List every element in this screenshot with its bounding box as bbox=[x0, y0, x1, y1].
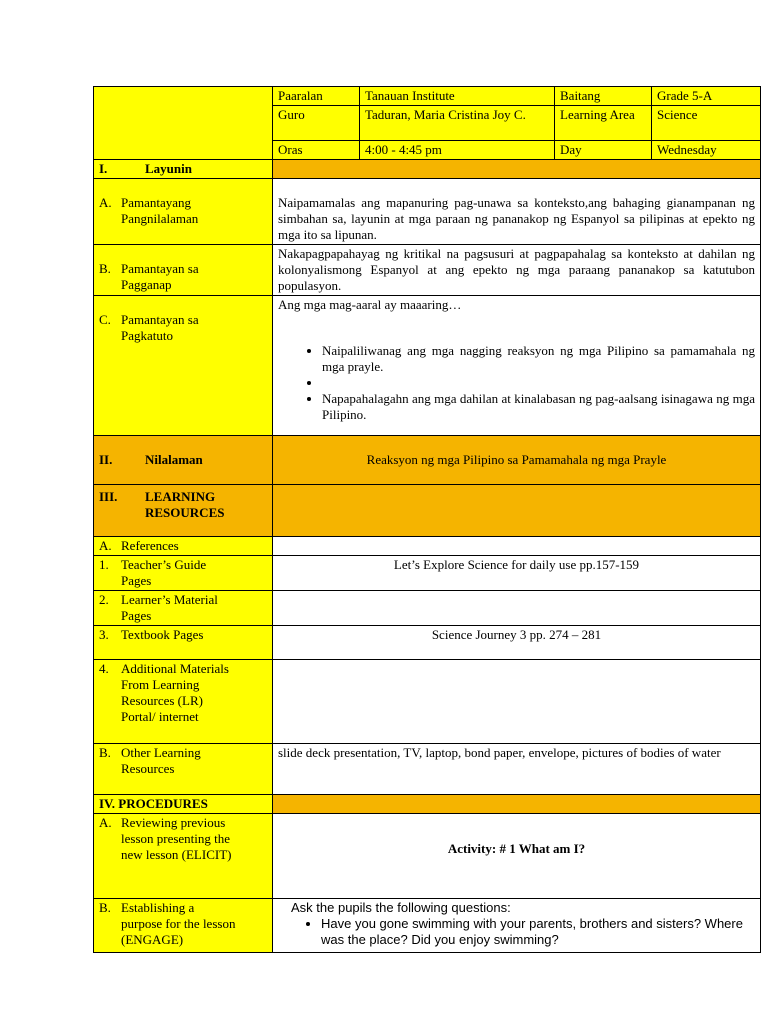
section-1-title: Layunin bbox=[145, 161, 192, 176]
objective-b-text: Nakapagpapahayag ng kritikal na pagsusuri at pagpapahalag sa konteksto at dahilan ng kolonyalismong Espanyol at ang epekto ng mga paraang pananakop sa katutubon populasyon. bbox=[273, 245, 761, 296]
section-3-roman: III. bbox=[99, 489, 118, 504]
objective-c-letter: C. bbox=[99, 312, 111, 327]
elicit-cell bbox=[94, 814, 273, 899]
references-value bbox=[273, 537, 761, 556]
references-label: References bbox=[121, 538, 179, 553]
section-1-band bbox=[273, 160, 761, 179]
section-3-title: LEARNING RESOURCES bbox=[145, 489, 225, 520]
engage-cell bbox=[94, 899, 273, 953]
textbook-value: Science Journey 3 pp. 274 – 281 bbox=[273, 626, 761, 660]
objective-b-cell bbox=[94, 245, 273, 296]
lesson-plan-table bbox=[93, 86, 761, 953]
section-2-title: Nilalaman bbox=[145, 452, 203, 467]
elicit-activity: Activity: # 1 What am I? bbox=[273, 814, 761, 899]
objective-c-bullet-2 bbox=[322, 375, 755, 391]
day-label: Day bbox=[555, 141, 652, 160]
teachers-guide-cell bbox=[94, 556, 273, 591]
time-value: 4:00 - 4:45 pm bbox=[360, 141, 555, 160]
objective-c-label: Pamantayan sa Pagkatuto bbox=[121, 312, 199, 343]
section-2-roman: II. bbox=[99, 452, 113, 467]
teacher-label: Guro bbox=[273, 106, 360, 141]
teacher-value: Taduran, Maria Cristina Joy C. bbox=[360, 106, 555, 141]
elicit-letter: A. bbox=[99, 815, 112, 830]
section-1-heading bbox=[94, 160, 273, 179]
additional-materials-num: 4. bbox=[99, 661, 109, 676]
school-label: Paaralan bbox=[273, 87, 360, 106]
other-resources-value: slide deck presentation, TV, laptop, bond paper, envelope, pictures of bodies of water bbox=[273, 744, 761, 795]
objective-c-intro: Ang mga mag-aaral ay maaaring… bbox=[278, 297, 462, 312]
objective-a-text: Naipamamalas ang mapanuring pag-unawa sa konteksto,ang bahaging gianampanan ng simbahan sa, layunin at mga paraan ng pananakop ng Espanyol sa pilipinas at epekto ng mga ito sa lipunan. bbox=[273, 179, 761, 245]
engage-bullet-1: • Have you gone swimming with your parents, brothers and sisters? Where was the place? Did you enjoy swimming? bbox=[321, 916, 755, 948]
learners-material-label: Learner’s Material Pages bbox=[121, 592, 218, 623]
section-2-heading bbox=[94, 436, 273, 485]
objective-a-letter: A. bbox=[99, 195, 112, 210]
objective-b-letter: B. bbox=[99, 261, 111, 276]
teachers-guide-num: 1. bbox=[99, 557, 109, 572]
learners-material-num: 2. bbox=[99, 592, 109, 607]
teachers-guide-label: Teacher’s Guide Pages bbox=[121, 557, 207, 588]
section-1-roman: I. bbox=[99, 161, 108, 176]
elicit-label: Reviewing previous lesson presenting the new lesson (ELICIT) bbox=[121, 815, 232, 862]
objective-c-content bbox=[273, 296, 761, 436]
learners-material-value bbox=[273, 591, 761, 626]
school-value: Tanauan Institute bbox=[360, 87, 555, 106]
engage-intro: Ask the pupils the following questions: bbox=[291, 900, 511, 915]
other-resources-cell bbox=[94, 744, 273, 795]
teachers-guide-value: Let’s Explore Science for daily use pp.157-159 bbox=[273, 556, 761, 591]
learners-material-cell bbox=[94, 591, 273, 626]
objective-a-cell bbox=[94, 179, 273, 245]
objective-c-cell bbox=[94, 296, 273, 436]
grade-label: Baitang bbox=[555, 87, 652, 106]
other-resources-label: Other Learning Resources bbox=[121, 745, 201, 776]
objective-b-label: Pamantayan sa Pagganap bbox=[121, 261, 199, 292]
textbook-num: 3. bbox=[99, 627, 109, 642]
objective-a-label: Pamantayang Pangnilalaman bbox=[121, 195, 199, 226]
additional-materials-cell bbox=[94, 660, 273, 744]
section-2-content: Reaksyon ng mga Pilipino sa Pamamahala ng mga Prayle bbox=[273, 436, 761, 485]
additional-materials-value bbox=[273, 660, 761, 744]
engage-content bbox=[273, 899, 761, 953]
references-letter: A. bbox=[99, 538, 112, 553]
additional-materials-label: Additional Materials From Learning Resources (LR) Portal/ internet bbox=[121, 661, 229, 724]
textbook-cell bbox=[94, 626, 273, 660]
references-cell bbox=[94, 537, 273, 556]
day-value: Wednesday bbox=[652, 141, 761, 160]
other-resources-letter: B. bbox=[99, 745, 111, 760]
header-blank-cell bbox=[94, 87, 273, 160]
engage-list bbox=[291, 916, 755, 948]
area-value: Science bbox=[652, 106, 761, 141]
grade-value: Grade 5-A bbox=[652, 87, 761, 106]
section-3-band bbox=[273, 485, 761, 537]
objective-c-list bbox=[278, 343, 755, 423]
textbook-label: Textbook Pages bbox=[121, 627, 204, 642]
engage-label: Establishing a purpose for the lesson (ENGAGE) bbox=[121, 900, 236, 947]
objective-c-bullet-3: • Napapahalagahn ang mga dahilan at kinalabasan ng pag-aalsang isinagawa ng mga Pilipino. bbox=[322, 391, 755, 423]
area-label: Learning Area bbox=[555, 106, 652, 141]
engage-letter: B. bbox=[99, 900, 111, 915]
time-label: Oras bbox=[273, 141, 360, 160]
objective-c-bullet-1: • Naipaliliwanag ang mga nagging reaksyon ng mga Pilipino sa pamamahala ng mga prayle. bbox=[322, 343, 755, 375]
procedures-heading: IV. PROCEDURES bbox=[94, 795, 273, 814]
procedures-band bbox=[273, 795, 761, 814]
section-3-heading bbox=[94, 485, 273, 537]
